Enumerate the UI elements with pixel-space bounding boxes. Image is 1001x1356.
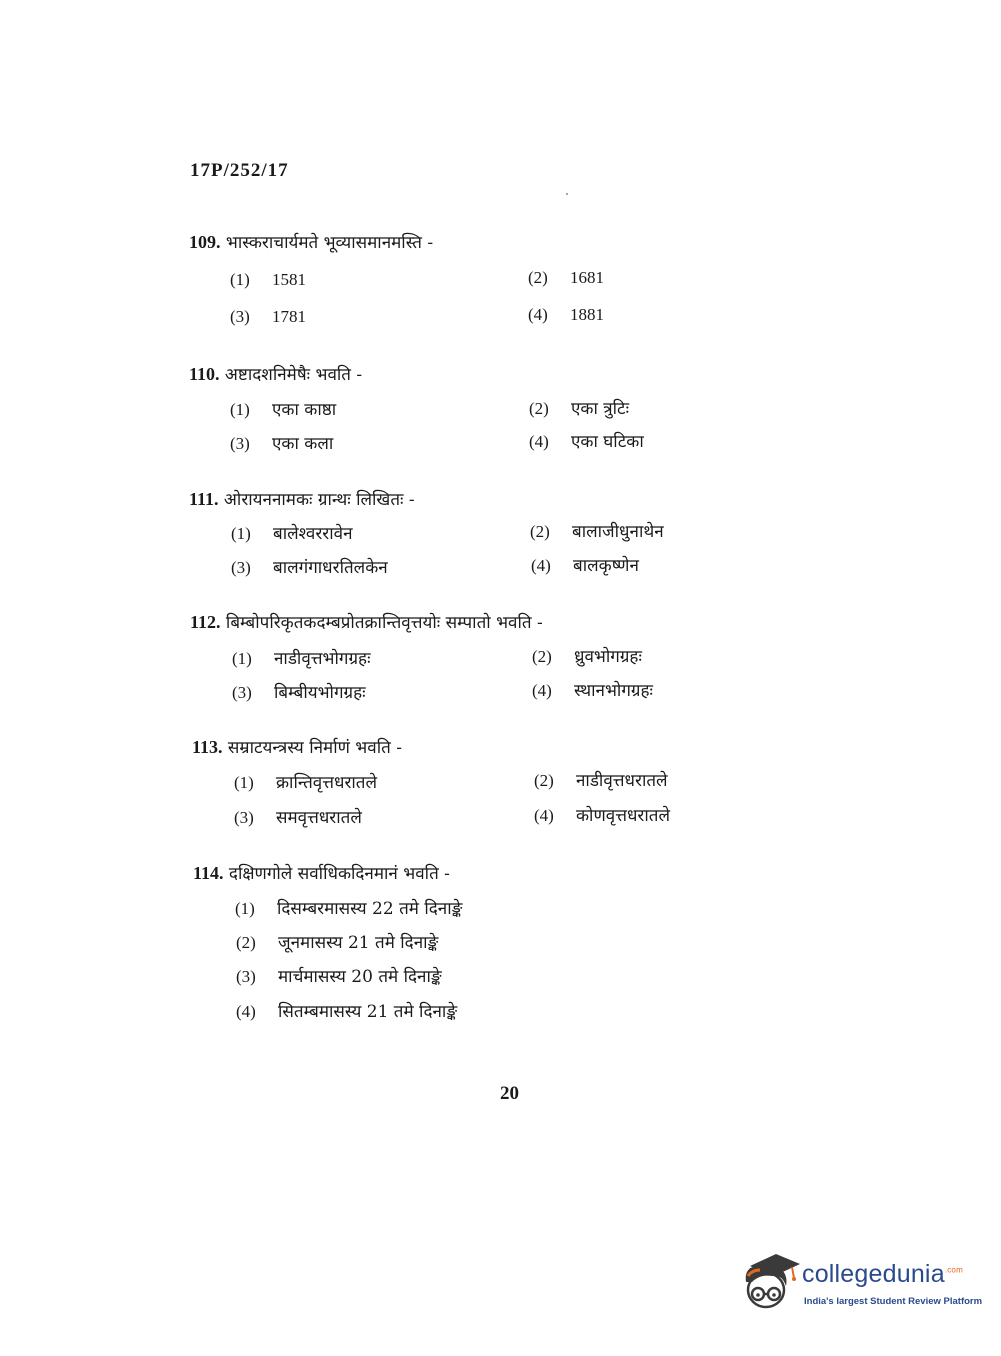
option-number: (1) bbox=[230, 270, 250, 289]
option-number: (1) bbox=[235, 899, 255, 918]
option-2 bbox=[236, 930, 438, 953]
option-number: (3) bbox=[234, 808, 254, 827]
option-text: कोणवृत्तधरातले bbox=[576, 806, 670, 826]
question-number: 111. bbox=[189, 489, 219, 509]
question-text: बिम्बोपरिकृतकदम्बप्रोतक्रान्तिवृत्तयोः सम्पातो भवति - bbox=[225, 613, 543, 633]
option-text: एका काष्ठा bbox=[272, 400, 337, 420]
option-number: (1) bbox=[232, 649, 252, 668]
option-text: बालगंगाधरतिलकेन bbox=[273, 558, 388, 578]
option-number: (3) bbox=[236, 967, 256, 986]
option-1 bbox=[232, 646, 371, 669]
scan-speck bbox=[566, 193, 568, 195]
option-1 bbox=[235, 896, 462, 919]
option-number: (1) bbox=[230, 400, 250, 419]
option-2 bbox=[528, 268, 604, 288]
page-number: 20 bbox=[500, 1083, 519, 1104]
collegedunia-logo bbox=[742, 1252, 983, 1316]
option-4 bbox=[532, 678, 653, 701]
question-number: 109. bbox=[189, 232, 221, 252]
option-4 bbox=[529, 429, 644, 452]
paper-code: 17P/252/17 bbox=[190, 160, 289, 181]
option-text: सितम्बमासस्य 21 तमे दिनाङ्के bbox=[278, 1002, 458, 1022]
student-mascot-icon bbox=[742, 1252, 800, 1312]
option-1 bbox=[230, 270, 306, 290]
option-number: (2) bbox=[528, 268, 548, 287]
option-number: (3) bbox=[230, 434, 250, 453]
option-2 bbox=[529, 396, 629, 419]
option-number: (4) bbox=[528, 305, 548, 324]
option-number: (2) bbox=[236, 933, 256, 952]
option-1 bbox=[230, 397, 336, 420]
option-number: (2) bbox=[532, 647, 552, 666]
option-number: (4) bbox=[236, 1002, 256, 1021]
option-2 bbox=[534, 768, 668, 791]
option-2 bbox=[532, 644, 642, 667]
question-text: भास्कराचार्यमते भूव्यासमानमस्ति - bbox=[225, 233, 434, 253]
option-number: (2) bbox=[534, 771, 554, 790]
option-number: (2) bbox=[529, 399, 549, 418]
option-number: (2) bbox=[530, 522, 550, 541]
option-number: (1) bbox=[231, 524, 251, 543]
option-text: जूनमासस्य 21 तमे दिनाङ्के bbox=[278, 933, 439, 953]
option-4 bbox=[531, 553, 639, 576]
question-number: 110. bbox=[189, 364, 220, 384]
option-2 bbox=[530, 519, 664, 542]
option-number: (4) bbox=[532, 681, 552, 700]
option-text: एका कला bbox=[272, 434, 334, 454]
option-3 bbox=[234, 805, 362, 828]
option-3 bbox=[230, 431, 333, 454]
question-text: सम्राटयन्त्रस्य निर्माणं भवति - bbox=[227, 738, 402, 758]
question-number: 113. bbox=[192, 737, 223, 757]
option-text: बालकृष्णेन bbox=[573, 556, 639, 576]
option-1 bbox=[234, 770, 377, 793]
option-text: एका घटिका bbox=[571, 432, 644, 452]
option-text: एका त्रुटिः bbox=[571, 399, 630, 419]
option-number: (4) bbox=[534, 806, 554, 825]
option-text: ध्रुवभोगग्रहः bbox=[574, 647, 642, 667]
question-text: ओरायननामकः ग्रान्थः लिखितः - bbox=[223, 490, 415, 510]
option-text: नाडीवृत्तभोगग्रहः bbox=[274, 649, 371, 669]
option-text: दिसम्बरमासस्य 22 तमे दिनाङ्के bbox=[277, 899, 463, 919]
option-text: 1781 bbox=[272, 307, 306, 326]
question-number: 114. bbox=[193, 863, 224, 883]
option-3 bbox=[236, 964, 442, 987]
option-4 bbox=[236, 999, 457, 1022]
option-text: 1581 bbox=[272, 270, 306, 289]
question-number: 112. bbox=[190, 612, 221, 632]
option-3 bbox=[231, 555, 388, 578]
option-3 bbox=[232, 680, 366, 703]
option-text: नाडीवृत्तधरातले bbox=[576, 771, 668, 791]
option-number: (3) bbox=[231, 558, 251, 577]
option-number: (4) bbox=[529, 432, 549, 451]
option-text: क्रान्तिवृत्तधरातले bbox=[276, 773, 378, 793]
option-1 bbox=[231, 521, 353, 544]
logo-tagline: India's largest Student Review Platform bbox=[804, 1296, 983, 1307]
logo-suffix: .com bbox=[944, 1265, 963, 1275]
option-text: 1681 bbox=[570, 268, 604, 287]
option-3 bbox=[230, 307, 306, 327]
question-text: दक्षिणगोले सर्वाधिकदिनमानं भवति - bbox=[228, 864, 450, 884]
logo-wordmark: collegedunia bbox=[802, 1260, 945, 1288]
option-text: मार्चमासस्य 20 तमे दिनाङ्के bbox=[278, 967, 442, 987]
option-number: (3) bbox=[232, 683, 252, 702]
option-text: बालाजीधुनाथेन bbox=[572, 522, 664, 542]
option-text: स्थानभोगग्रहः bbox=[574, 681, 653, 701]
option-text: बालेश्वररावेन bbox=[273, 524, 353, 544]
option-number: (3) bbox=[230, 307, 250, 326]
question-text: अष्टादशनिमेषैः भवति - bbox=[224, 365, 363, 385]
option-text: 1881 bbox=[570, 305, 604, 324]
option-number: (1) bbox=[234, 773, 254, 792]
option-number: (4) bbox=[531, 556, 551, 575]
option-text: बिम्बीयभोगग्रहः bbox=[274, 683, 366, 703]
option-text: समवृत्तधरातले bbox=[276, 808, 362, 828]
option-4 bbox=[528, 305, 604, 325]
option-4 bbox=[534, 803, 670, 826]
